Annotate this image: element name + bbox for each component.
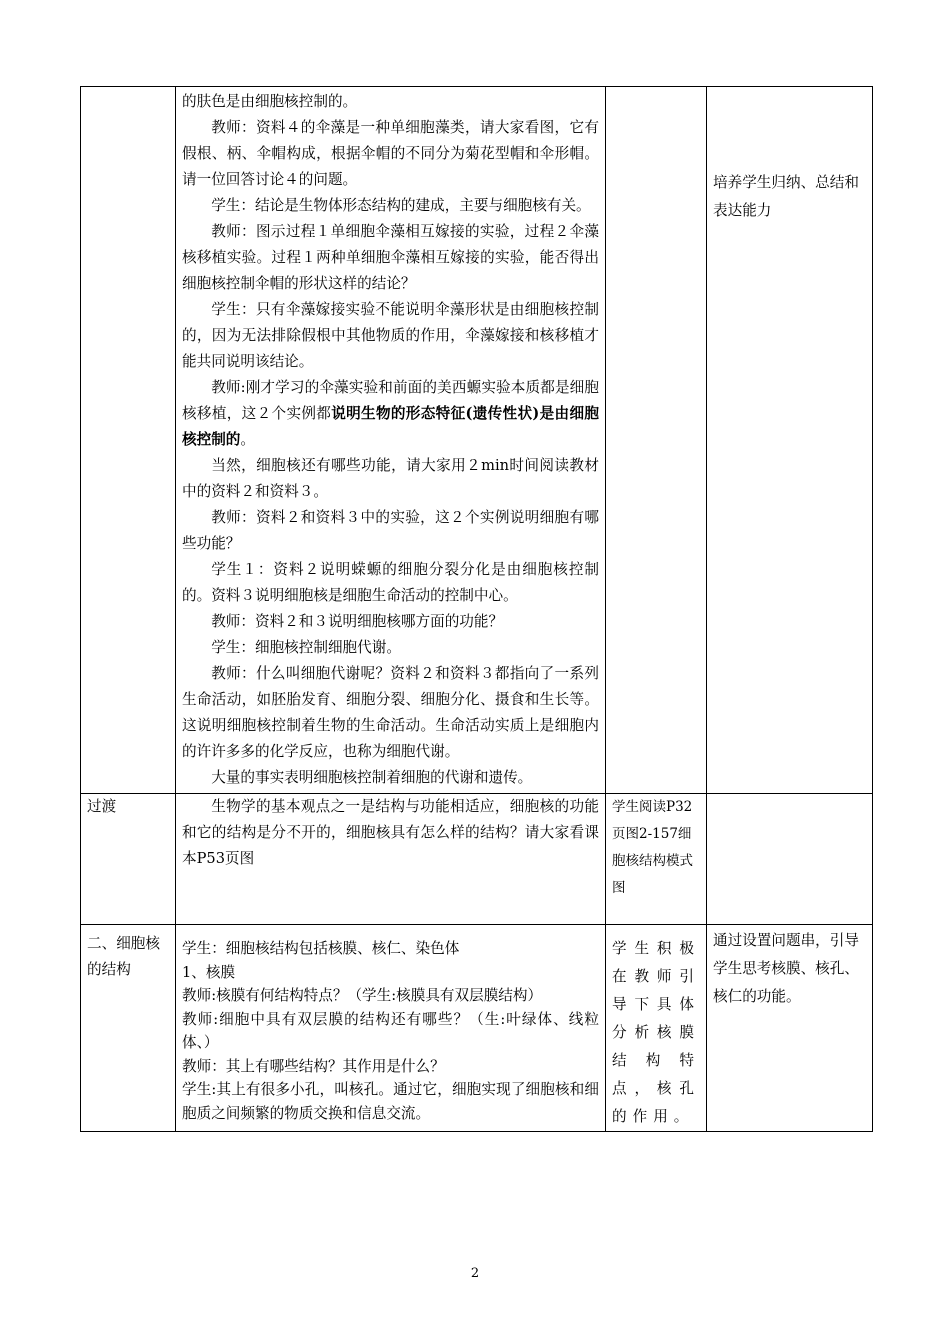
paragraph: 学生：细胞核结构包括核膜、核仁、染色体 bbox=[182, 940, 460, 957]
paragraph: 生物学的基本观点之一是结构与功能相适应，细胞核的功能和它的结构是分不开的，细胞核具有怎么样的结构？请大家看课本P53页图 bbox=[182, 798, 599, 867]
design-intent-cell bbox=[707, 925, 873, 1132]
paragraph: 学生：结论是生物体形态结构的建成，主要与细胞核有关。 bbox=[211, 197, 591, 214]
paragraph: 学生１：资料２说明蝾螈的细胞分裂分化是由细胞核控制的。资料３说明细胞核是细胞生命活动的控制中心。 bbox=[182, 561, 599, 604]
activity-cell bbox=[176, 925, 606, 1132]
stage-label: 二、细胞核的结构 bbox=[87, 935, 160, 978]
paragraph: 的肤色是由细胞核控制的。 bbox=[182, 93, 358, 110]
stage-cell bbox=[81, 794, 176, 925]
bold-emphasis: 说明生物的形态特征(遗传性状)是由细胞核控制的 bbox=[182, 405, 599, 448]
student-activity-cell bbox=[606, 794, 707, 925]
paragraph: 学生：只有伞藻嫁接实验不能说明伞藻形状是由细胞核控制的，因为无法排除假根中其他物质的作用，伞藻嫁接和核移植才能共同说明该结论。 bbox=[182, 301, 599, 370]
paragraph: 教师：其上有哪些结构？其作用是什么？ bbox=[182, 1057, 445, 1075]
text-run: 教师:刚才学习的伞藻实验和前面的美西螈实验本质都是细胞核移植，这２个实例都 bbox=[182, 379, 599, 422]
table-row bbox=[81, 925, 873, 1132]
page-number: 2 bbox=[470, 1266, 480, 1281]
paragraph: 教师：资料２和３说明细胞核哪方面的功能？ bbox=[211, 613, 504, 630]
student-activity-cell bbox=[606, 925, 707, 1132]
paragraph: 当然，细胞核还有哪些功能，请大家用２min时间阅读教材中的资料２和资料３。 bbox=[182, 457, 599, 500]
paragraph: 学生:其上有很多小孔，叫核孔。通过它，细胞实现了细胞核和细胞质之间频繁的物质交换和信息交流。 bbox=[182, 1081, 599, 1122]
table-row bbox=[81, 794, 873, 925]
paragraph: 教师:细胞中具有双层膜的结构还有哪些？（生:叶绿体、线粒体、） bbox=[182, 1010, 599, 1051]
paragraph: 大量的事实表明细胞核控制着细胞的代谢和遗传。 bbox=[211, 769, 533, 786]
text-run: 。 bbox=[240, 431, 255, 448]
paragraph: 教师：什么叫细胞代谢呢？资料２和资料３都指向了一系列生命活动，如胚胎发育、细胞分裂、细胞分化、摄食和生长等。这说明细胞核控制着生物的生命活动。生命活动实质上是细胞内的许许多多的化学反应，也称为细胞代谢。 bbox=[182, 665, 599, 760]
lesson-plan-table bbox=[80, 86, 873, 1132]
design-intent-cell bbox=[707, 794, 873, 925]
section-heading: 1、核膜 bbox=[182, 963, 236, 981]
activity-cell bbox=[176, 794, 606, 925]
stage-cell bbox=[81, 87, 176, 794]
stage-cell bbox=[81, 925, 176, 1132]
table-row bbox=[81, 87, 873, 794]
paragraph bbox=[182, 375, 599, 453]
activity-cell bbox=[176, 87, 606, 794]
design-intent-text: 培养学生归纳、总结和表达能力 bbox=[713, 174, 859, 219]
paragraph: 教师：图示过程１单细胞伞藻相互嫁接的实验，过程２伞藻核移植实验。过程１两种单细胞伞藻相互嫁接的实验，能否得出细胞核控制伞帽的形状这样的结论？ bbox=[182, 223, 599, 292]
design-intent-text: 通过设置问题串，引导学生思考核膜、核孔、核仁的功能。 bbox=[713, 932, 859, 1005]
student-activity-text: 学生阅读P32页图2-157细胞核结构模式图 bbox=[612, 799, 693, 896]
paragraph: 学生：细胞核控制细胞代谢。 bbox=[211, 639, 401, 656]
student-activity-cell bbox=[606, 87, 707, 794]
stage-label: 过渡 bbox=[87, 798, 117, 815]
paragraph: 教师:核膜有何结构特点？（学生:核膜具有双层膜结构） bbox=[182, 987, 543, 1004]
student-activity-text: 学生积极在教师引导下具体分析核膜结构特点，核孔的作用。 bbox=[612, 940, 700, 1125]
paragraph: 教师：资料４的伞藻是一种单细胞藻类，请大家看图，它有假根、柄、伞帽构成，根据伞帽的不同分为菊花型帽和伞形帽。请一位回答讨论４的问题。 bbox=[182, 119, 599, 188]
paragraph: 教师：资料２和资料３中的实验，这２个实例说明细胞有哪些功能？ bbox=[182, 509, 599, 552]
design-intent-cell bbox=[707, 87, 873, 794]
